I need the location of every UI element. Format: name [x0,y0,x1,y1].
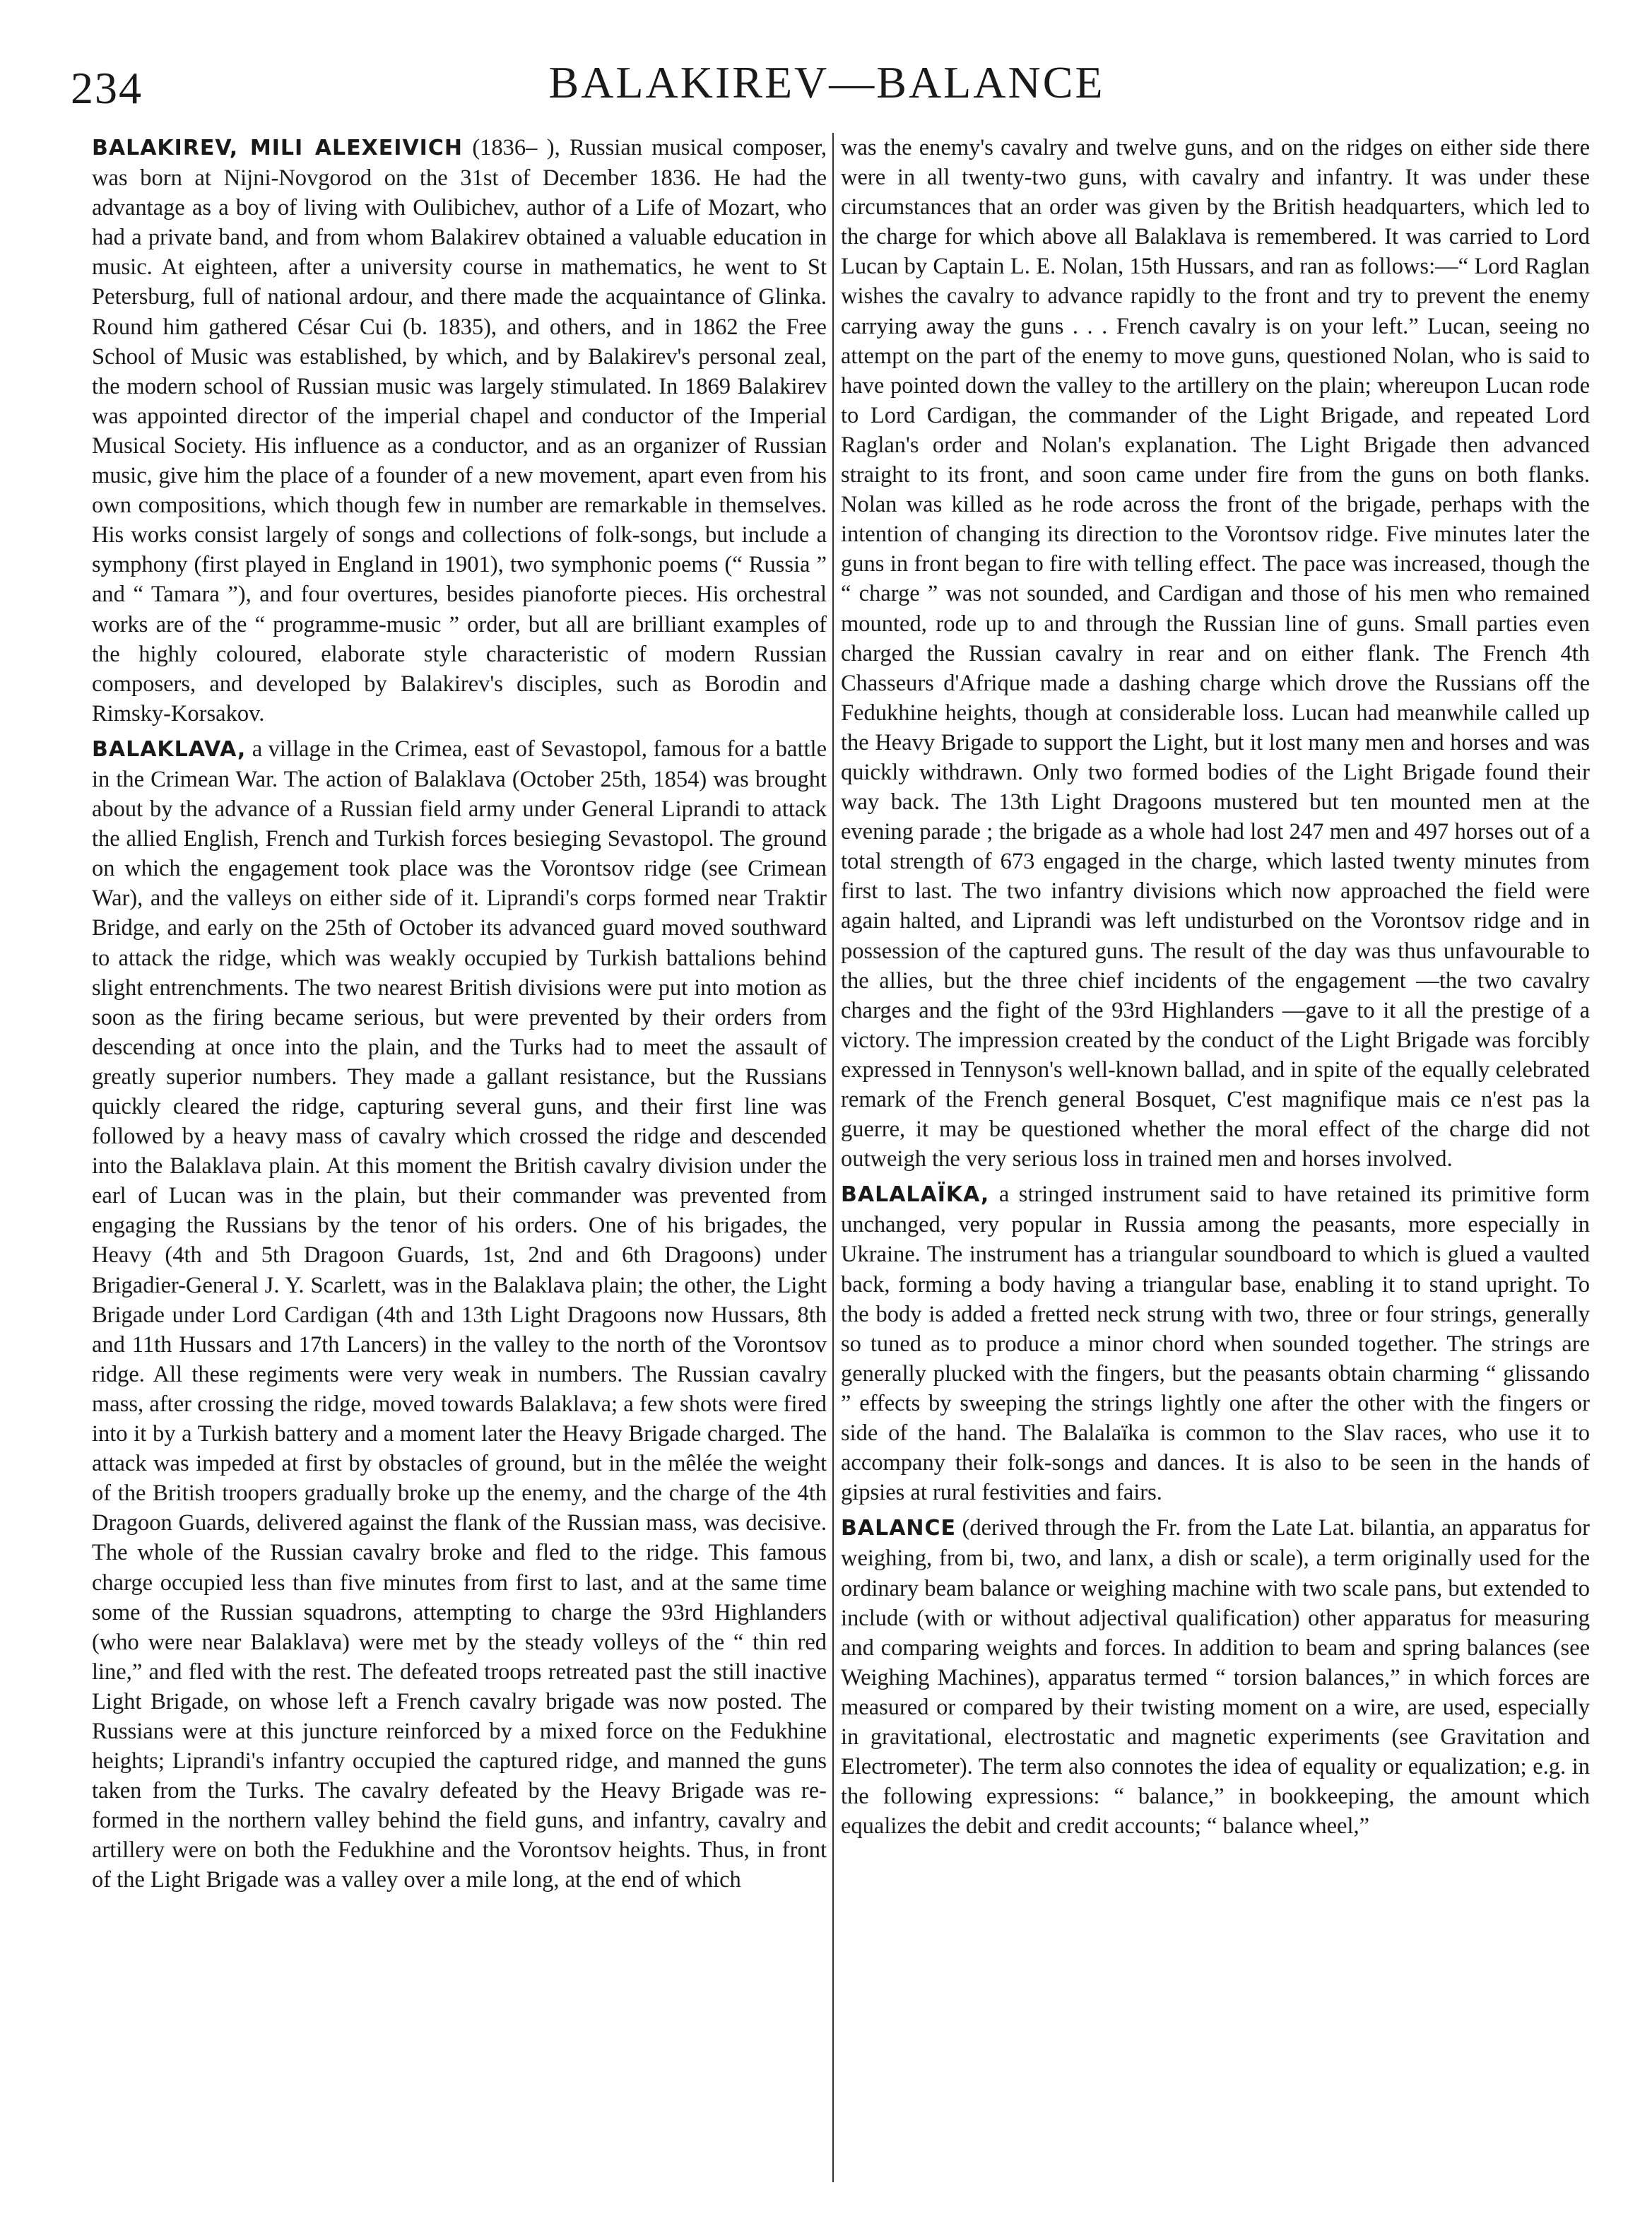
entry-balalaika [841,1179,1590,1507]
entry-text-balaklava: a village in the Crimea, east of Sevastopol, famous for a battle in the Crimean War. The action of Balaklava (October 25th, 1854) was brought about by the advance of a Russian field army under General Liprandi to attack the allied English, French and Turkish forces besieging Sevastopol. The ground on which the engagement took place was the Vorontsov ridge (see Crimean War), and the valleys on either side of it. Liprandi's corps formed near Traktir Bridge, and early on the 25th of October its advanced guard moved southward to attack the ridge, which was weakly occupied by Turkish battalions behind slight entrenchments. The two nearest British divisions were put into motion as soon as the firing became serious, but were prevented by their orders from descending at once into the plain, and the Turks had to meet the assault of greatly superior numbers. They made a gallant resistance, but the Russians quickly cleared the ridge, capturing several guns, and their first line was followed by a heavy mass of cavalry which crossed the ridge and descended into the Balaklava plain. At this moment the British cavalry division under the earl of Lucan was in the plain, but their commander was prevented from engaging the Russians by the tenor of his orders. One of his brigades, the Heavy (4th and 5th Dragoon Guards, 1st, 2nd and 6th Dragoons) under Brigadier-General J. Y. Scarlett, was in the Balaklava plain; the other, the Light Brigade under Lord Cardigan (4th and 13th Light Dragoons now Hussars, 8th and 11th Hussars and 17th Lancers) in the valley to the north of the Vorontsov ridge. All these regiments were very weak in numbers. The Russian cavalry mass, after crossing the ridge, moved towards Balaklava; a few shots were fired into it by a Turkish battery and a moment later the Heavy Brigade charged. The attack was impeded at first by obstacles of ground, but in the mêlée the weight of the British troopers gradually broke up the enemy, and the charge of the 4th Dragoon Guards, delivered against the flank of the Russian mass, was decisive. The whole of the Russian cavalry broke and fled to the ridge. This famous charge occupied less than five minutes from first to last, and at the same time some of the Russian squadrons, attempting to charge the 93rd Highlanders (who were near Balaklava) were met by the steady volleys of the “ thin red line,” and fled with the rest. The defeated troops retreated past the still inactive Light Brigade, on whose left a French cavalry brigade was now posted. The Russians were at this juncture reinforced by a mixed force on the Fedukhine heights; Liprandi's infantry occupied the captured ridge, and manned the guns taken from the Turks. The cavalry defeated by the Heavy Brigade was re-formed in the northern valley behind the field guns, and infantry, cavalry and artillery were on both the Fedukhine and the Vorontsov heights. Thus, in front of the Light Brigade was a valley over a mile long, at the end of which [92,736,827,1893]
right-column [841,133,1590,2196]
entry-balaklava [92,734,827,1895]
headword-balalaika: BALALAÏKA, [841,1182,990,1208]
entry-text-balalaika: a stringed instrument said to have retained its primitive form unchanged, very popular in Russia among the peasants, more especially in Ukraine. The instrument has a triangular soundboard to which is glued a vaulted back, forming a body having a triangular base, enabling it to stand upright. To the body is added a fretted neck strung with two, three or four strings, generally so tuned as to produce a minor chord when sounded together. The strings are generally plucked with the fingers, but the peasants obtain charming “ glissando ” effects by sweeping the strings lightly one after the other with the fingers or side of the hand. The Balalaïka is common to the Slav races, who use it to accompany their folk-songs and dances. It is also to be seen in the hands of gipsies at rural festivities and fairs. [841,1182,1590,1506]
column-divider [832,133,834,2182]
entry-balakirev [92,133,827,729]
entry-balance [841,1513,1590,1841]
text-columns [71,133,1590,2196]
page-number: 234 [71,63,143,113]
running-title: BALAKIREV—BALANCE [548,57,1105,107]
left-column [92,133,827,2196]
page-header [71,57,1583,127]
entry-text-balance: (derived through the Fr. from the Late Lat. bilantia, an apparatus for weighing, from bi, two, and lanx, a dish or scale), a term originally used for the ordinary beam balance or weighing machine with two scale pans, but extended to include (with or without adjectival qualification) other apparatus for measuring and comparing weights and forces. In addition to beam and spring balances (see Weighing Machines), apparatus termed “ torsion balances,” in which forces are measured or compared by their twisting moment on a wire, are used, especially in gravitational, electrostatic and magnetic experiments (see Gravitation and Electrometer). The term also connotes the idea of equality or equalization; e.g. in the following expressions: “ balance,” in bookkeeping, the amount which equalizes the debit and credit accounts; “ balance wheel,” [841,1515,1590,1840]
headword-balance: BALANCE [841,1516,957,1541]
headword-balakirev: BALAKIREV, MILI ALEXEIVICH [92,136,463,160]
headword-balaklava: BALAKLAVA, [92,736,247,762]
entry-text-balaklava-continued: was the enemy's cavalry and twelve guns, and on the ridges on either side there were in all twenty-two guns, with cavalry and infantry. It was under these circumstances that an order was given by the British headquarters, which led to the charge for which above all Balaklava is remembered. It was carried to Lord Lucan by Captain L. E. Nolan, 15th Hussars, and ran as follows:—“ Lord Raglan wishes the cavalry to advance rapidly to the front and try to prevent the enemy carrying away the guns . . . French cavalry is on your left.” Lucan, seeing no attempt on the part of the enemy to move guns, questioned Nolan, who is said to have pointed down the valley to the artillery on the plain; whereupon Lucan rode to Lord Cardigan, the commander of the Light Brigade, and repeated Lord Raglan's order and Nolan's explanation. The Light Brigade then advanced straight to its front, and soon came under fire from the guns on both flanks. Nolan was killed as he rode across the front of the brigade, perhaps with the intention of changing its direction to the Vorontsov ridge. Five minutes later the guns in front began to fire with telling effect. The pace was increased, though the “ charge ” was not sounded, and Cardigan and those of his men who remained mounted, rode up to and through the Russian line of guns. Small parties even charged the Russian cavalry in rear and on either flank. The French 4th Chasseurs d'Afrique made a dashing charge which drove the Russians off the Fedukhine heights, though at considerable loss. Lucan had meanwhile called up the Heavy Brigade to support the Light, but it lost many men and horses and was quickly withdrawn. Only two formed bodies of the Light Brigade found their way back. The 13th Light Dragoons mustered but ten mounted men at the evening parade ; the brigade as a whole had lost 247 men and 497 horses out of a total strength of 673 engaged in the charge, which lasted twenty minutes from first to last. The two infantry divisions which now approached the field were again halted, and Liprandi was left undisturbed on the Vorontsov ridge and in possession of the captured guns. The result of the day was thus unfavourable to the allies, but the three chief incidents of the engagement —the two cavalry charges and the fight of the 93rd Highlanders —gave to it all the prestige of a victory. The impression created by the conduct of the Light Brigade was forcibly expressed in Tennyson's well-known ballad, and in spite of the equally celebrated remark of the French general Bosquet, C'est magnifique mais ce n'est pas la guerre, it may be questioned whether the moral effect of the charge did not outweigh the very serious loss in trained men and horses involved. [841,135,1590,1172]
entry-text-balakirev: (1836– ), Russian musical composer, was born at Nijni-Novgorod on the 31st of December 1836. He had the advantage as a boy of living with Oulibichev, author of a Life of Mozart, who had a private band, and from whom Balakirev obtained a valuable education in music. At eighteen, after a university course in mathematics, he went to St Petersburg, full of national ardour, and there made the acquaintance of Glinka. Round him gathered César Cui (b. 1835), and others, and in 1862 the Free School of Music was established, by which, and by Balakirev's personal zeal, the modern school of Russian music was largely stimulated. In 1869 Balakirev was appointed director of the imperial chapel and conductor of the Imperial Musical Society. His influence as a conductor, and as an organizer of Russian music, give him the place of a founder of a new movement, apart even from his own compositions, which though few in number are remarkable in themselves. His works consist largely of songs and collections of folk-songs, but include a symphony (first played in England in 1901), two symphonic poems (“ Russia ” and “ Tamara ”), and four overtures, besides pianoforte pieces. His orchestral works are of the “ programme-music ” order, but all are brilliant examples of the highly coloured, elaborate style characteristic of modern Russian composers, and developed by Balakirev's disciples, such as Borodin and Rimsky-Korsakov. [92,135,827,726]
entry-balaklava-continued [841,133,1590,1174]
encyclopedia-page [71,57,1590,2205]
